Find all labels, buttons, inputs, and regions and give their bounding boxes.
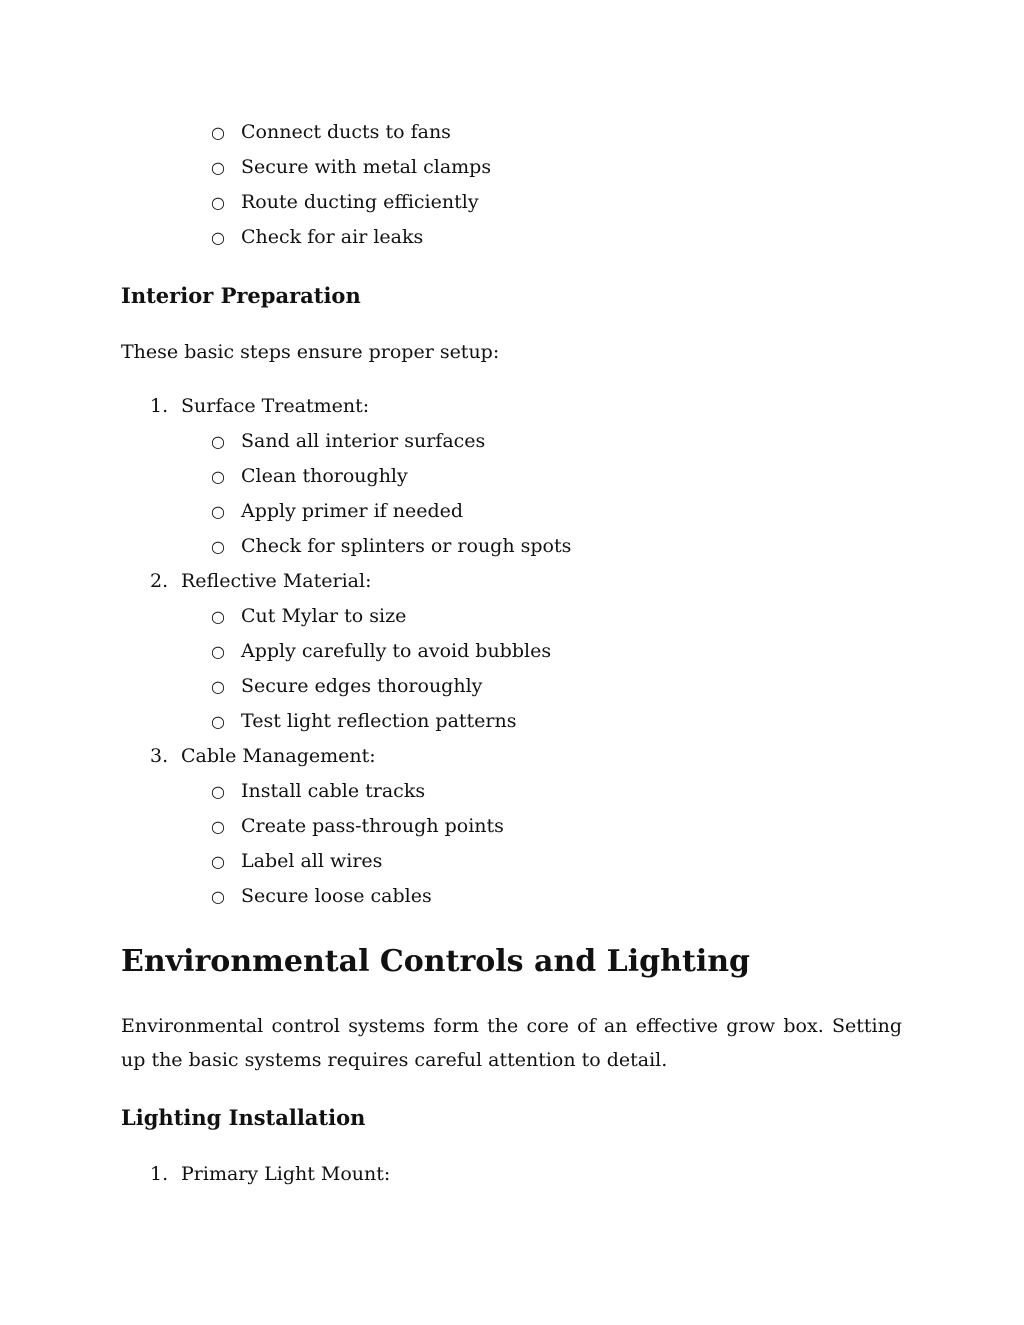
step-sub-list <box>121 424 902 564</box>
hollow-bullet-icon: ○ <box>211 887 225 906</box>
list-item: ○ Connect ducts to fans <box>121 115 902 150</box>
step-number: 1. <box>150 1163 169 1185</box>
step-label: 1. Primary Light Mount: <box>121 1157 902 1192</box>
list-item: ○ Check for air leaks <box>121 220 902 255</box>
step-number: 3. <box>150 745 169 767</box>
section-heading-lighting-installation: Lighting Installation <box>121 1105 366 1130</box>
intro-bullet-list <box>121 115 902 255</box>
step-label: 2. Reflective Material: <box>121 564 902 599</box>
hollow-bullet-icon: ○ <box>211 193 225 212</box>
numbered-step <box>121 389 902 564</box>
list-item: ○ Clean thoroughly <box>121 459 902 494</box>
list-item: ○ Create pass-through points <box>121 809 902 844</box>
step-number: 2. <box>150 570 169 592</box>
hollow-bullet-icon: ○ <box>211 712 225 731</box>
lighting-steps-list <box>121 1157 902 1192</box>
step-sub-list <box>121 774 902 914</box>
hollow-bullet-icon: ○ <box>211 158 225 177</box>
hollow-bullet-icon: ○ <box>211 502 225 521</box>
hollow-bullet-icon: ○ <box>211 467 225 486</box>
step-sub-list <box>121 599 902 739</box>
step-label: 1. Surface Treatment: <box>121 389 902 424</box>
hollow-bullet-icon: ○ <box>211 432 225 451</box>
hollow-bullet-icon: ○ <box>211 817 225 836</box>
hollow-bullet-icon: ○ <box>211 607 225 626</box>
list-item: ○ Apply carefully to avoid bubbles <box>121 634 902 669</box>
interior-intro-paragraph: These basic steps ensure proper setup: <box>121 341 500 363</box>
hollow-bullet-icon: ○ <box>211 123 225 142</box>
hollow-bullet-icon: ○ <box>211 782 225 801</box>
list-item: ○ Label all wires <box>121 844 902 879</box>
list-item: ○ Cut Mylar to size <box>121 599 902 634</box>
numbered-step <box>121 739 902 914</box>
step-number: 1. <box>150 395 169 417</box>
numbered-step <box>121 564 902 739</box>
hollow-bullet-icon: ○ <box>211 537 225 556</box>
list-item: ○ Sand all interior surfaces <box>121 424 902 459</box>
hollow-bullet-icon: ○ <box>211 642 225 661</box>
hollow-bullet-icon: ○ <box>211 852 225 871</box>
list-item: ○ Secure loose cables <box>121 879 902 914</box>
step-label: 3. Cable Management: <box>121 739 902 774</box>
list-item: ○ Install cable tracks <box>121 774 902 809</box>
section-heading-environmental-controls: Environmental Controls and Lighting <box>121 944 751 979</box>
section-heading-interior-preparation: Interior Preparation <box>121 283 361 308</box>
interior-steps-list <box>121 389 902 914</box>
environmental-paragraph: Environmental control systems form the core of an effective grow box. Setting up the basic systems requires careful attention to detail. <box>121 1015 902 1071</box>
list-item: ○ Route ducting efficiently <box>121 185 902 220</box>
hollow-bullet-icon: ○ <box>211 228 225 247</box>
list-item: ○ Secure with metal clamps <box>121 150 902 185</box>
list-item: ○ Test light reflection patterns <box>121 704 902 739</box>
list-item: ○ Apply primer if needed <box>121 494 902 529</box>
list-item: ○ Secure edges thoroughly <box>121 669 902 704</box>
hollow-bullet-icon: ○ <box>211 677 225 696</box>
list-item: ○ Check for splinters or rough spots <box>121 529 902 564</box>
